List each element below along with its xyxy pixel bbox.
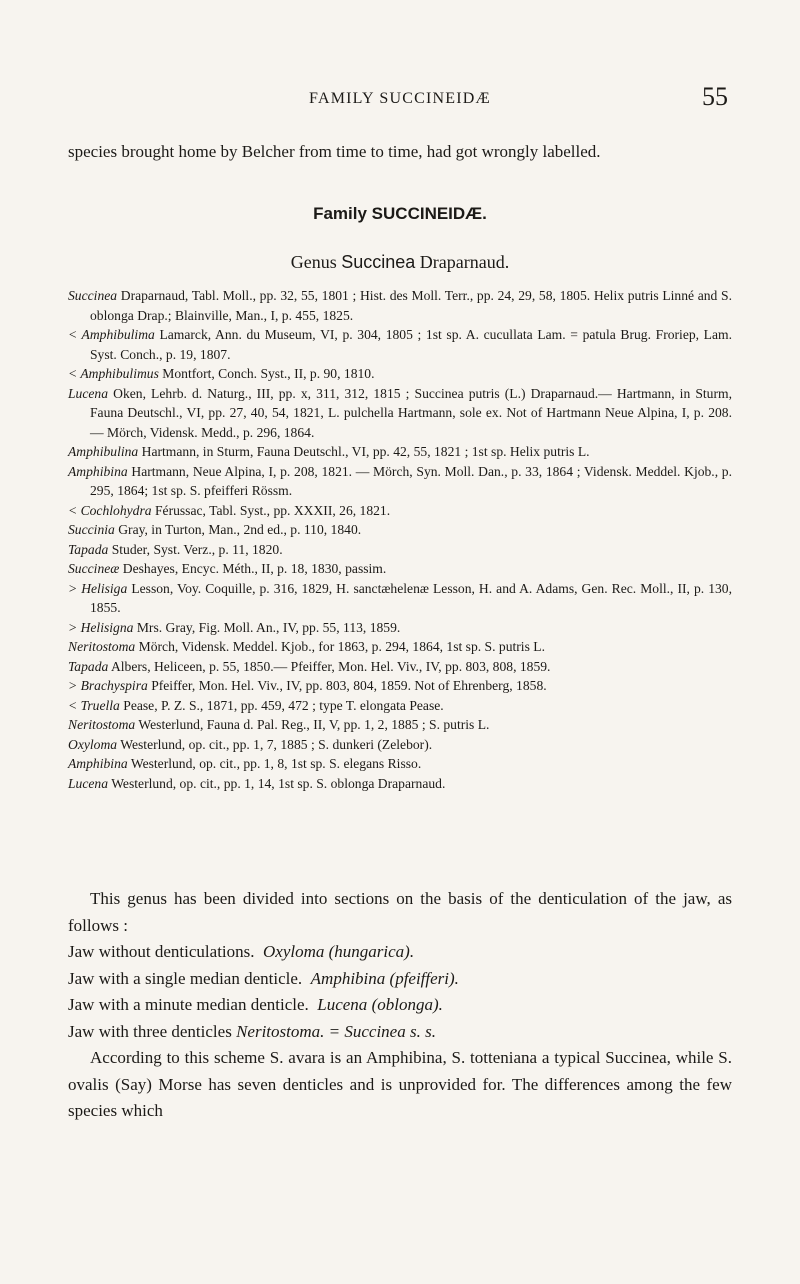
synonymy-entry: [68, 559, 732, 579]
synonym-citation: Oken, Lehrb. d. Naturg., III, pp. x, 311, 312, 1815 ; Succinea putris (L.) Draparnaud.— Hartmann, in Sturm, Fauna Deutschl., VI, pp. 27, 40, 54, 1821, L. pulchella Hartmann, sole ex. Not of Hartmann Neue Alpina, I, p. 208. — Mörch, Vidensk. Medd., p. 296, 1864.: [90, 385, 732, 440]
synonymy-entry: [68, 715, 732, 735]
synonym-citation: Mörch, Vidensk. Meddel. Kjob., for 1863, p. 294, 1864, 1st sp. S. putris L.: [138, 639, 545, 654]
synonym-name: < Truella: [68, 697, 120, 713]
synonymy-entry: [68, 618, 732, 638]
synonym-name: Amphibina: [68, 463, 128, 479]
synonym-name: Lucena: [68, 385, 109, 401]
synonym-citation: Pfeiffer, Mon. Hel. Viv., IV, pp. 803, 804, 1859. Not of Ehrenberg, 1858.: [151, 678, 547, 693]
section-name: Neritostoma.: [236, 1021, 325, 1041]
section-name: Amphibina: [310, 968, 386, 988]
section-type: (pfeifferi).: [389, 968, 459, 988]
synonym-citation: Westerlund, op. cit., pp. 1, 14, 1st sp. S. oblonga Draparnaud.: [111, 775, 446, 791]
section-type: (oblonga).: [371, 995, 443, 1014]
synonym-name: Amphibulina: [68, 444, 139, 459]
synonymy-entry: [68, 286, 732, 325]
synonymy-entry: [68, 579, 732, 618]
synonym-name: > Helisiga: [68, 580, 128, 596]
section-line: Jaw without denticulations. Oxyloma (hungarica).: [68, 942, 415, 961]
section-line: Jaw with a minute median denticle. Lucena (oblonga).: [68, 995, 443, 1014]
genus-prefix: Genus: [290, 252, 337, 272]
synonym-citation: Westerlund, op. cit., pp. 1, 7, 1885 ; S. dunkeri (Zelebor).: [120, 736, 433, 752]
synonymy-entry: [68, 754, 732, 774]
synonym-name: Succinia: [68, 522, 115, 537]
synonym-name: < Amphibulima: [68, 327, 155, 342]
synonymy-entry: [68, 462, 732, 501]
final-paragraph: According to this scheme S. avara is an Amphibina, S. totteniana a typical Succinea, while S. ovalis (Say) Morse has seven denticles and is unprovided for. The differences among the few species which: [68, 1048, 732, 1120]
synonym-citation: Hartmann, in Sturm, Fauna Deutschl., VI, pp. 42, 55, 1821 ; 1st sp. Helix putris L.: [141, 444, 590, 459]
synonym-name: Succinea: [68, 288, 118, 303]
running-title: FAMILY SUCCINEIDÆ: [309, 90, 491, 107]
synonym-citation: Lesson, Voy. Coquille, p. 316, 1829, H. sanctæhelenæ Lesson, H. and A. Adams, Gen. Rec. Moll., II, p. 130, 1855.: [90, 580, 732, 615]
synonym-citation: Albers, Heliceen, p. 55, 1850.— Pfeiffer, Mon. Hel. Viv., IV, pp. 803, 808, 1859.: [110, 658, 551, 674]
synonymy-entry: [68, 540, 732, 560]
section-type: (hungarica).: [328, 942, 415, 961]
synonym-citation: Westerlund, Fauna d. Pal. Reg., II, V, pp. 1, 2, 1885 ; S. putris L.: [138, 717, 490, 732]
section-line: Jaw with a single median denticle. Amphibina (pfeifferi).: [68, 968, 459, 988]
family-heading: Family SUCCINEIDÆ.: [313, 204, 487, 223]
synonym-name: Neritostoma: [68, 717, 136, 732]
sections-lead-paragraph: This genus has been divided into sections on the basis of the denticulation of the jaw, as follows :: [68, 889, 732, 935]
synonym-citation: Gray, in Turton, Man., 2nd ed., p. 110, 1840.: [118, 522, 362, 537]
synonym-name: Succineæ: [68, 561, 120, 576]
page-number: 55: [702, 82, 728, 111]
genus-author: Draparnaud.: [419, 252, 510, 272]
synonym-citation: Hartmann, Neue Alpina, I, p. 208, 1821. — Mörch, Syn. Moll. Dan., p. 33, 1864 ; Vidensk. Meddel. Kjob., p. 295, 1864; 1st sp. S. pfeifferi Rössm.: [90, 463, 732, 498]
synonym-name: Neritostoma: [68, 639, 136, 654]
synonym-name: > Brachyspira: [68, 678, 148, 693]
closing-section: [68, 886, 732, 1125]
synonymy-entry: [68, 735, 732, 755]
synonym-name: < Cochlohydra: [68, 502, 152, 518]
synonymy-entry: [68, 442, 732, 462]
synonym-citation: Deshayes, Encyc. Méth., II, p. 18, 1830, passim.: [122, 561, 387, 576]
synonym-name: < Amphibulimus: [68, 366, 159, 381]
synonym-citation: Draparnaud, Tabl. Moll., pp. 32, 55, 1801 ; Hist. des Moll. Terr., pp. 24, 29, 58, 1805. Helix putris Linné and S. oblonga Drap.; Blainville, Man., I, p. 455, 1825.: [90, 288, 732, 323]
synonymy-entry: [68, 364, 732, 384]
synonymy-entry: [68, 501, 732, 521]
synonymy-entry: [68, 696, 732, 716]
synonymy-entry: [68, 676, 732, 696]
synonym-name: > Helisigna: [68, 619, 134, 635]
synonym-name: Oxyloma: [68, 736, 118, 752]
section-name: Lucena: [317, 995, 368, 1014]
intro-paragraph: species brought home by Belcher from time to time, had got wrongly labelled.: [68, 142, 601, 161]
synonymy-list: [68, 286, 732, 793]
synonym-citation: Westerlund, op. cit., pp. 1, 8, 1st sp. S. elegans Risso.: [130, 756, 422, 771]
genus-heading: [68, 252, 732, 273]
synonym-name: Tapada: [68, 658, 109, 674]
running-head: [68, 82, 732, 122]
genus-name: Succinea: [341, 252, 416, 272]
synonymy-entry: [68, 520, 732, 540]
section-name: Oxyloma: [263, 942, 325, 961]
synonym-name: Tapada: [68, 541, 109, 557]
section-line: Jaw with three denticles Neritostoma. = Succinea s. s.: [68, 1021, 436, 1041]
synonym-citation: Férussac, Tabl. Syst., pp. XXXII, 26, 1821.: [154, 502, 391, 518]
synonym-citation: Pease, P. Z. S., 1871, pp. 459, 472 ; type T. elongata Pease.: [123, 697, 444, 713]
synonymy-entry: [68, 657, 732, 677]
synonymy-entry: [68, 774, 732, 794]
synonym-citation: Montfort, Conch. Syst., II, p. 90, 1810.: [162, 366, 375, 381]
synonymy-entry: [68, 384, 732, 443]
synonym-citation: Lamarck, Ann. du Museum, VI, p. 304, 1805 ; 1st sp. A. cucullata Lam. = patula Brug. Froriep, Lam. Syst. Conch., p. 19, 1807.: [90, 327, 732, 362]
synonym-citation: Mrs. Gray, Fig. Moll. An., IV, pp. 55, 113, 1859.: [136, 619, 401, 635]
section-type: = Succinea s. s.: [328, 1021, 436, 1041]
synonymy-entry: [68, 637, 732, 657]
synonym-name: Lucena: [68, 775, 109, 791]
synonym-citation: Studer, Syst. Verz., p. 11, 1820.: [111, 541, 283, 557]
synonym-name: Amphibina: [68, 756, 128, 771]
synonymy-entry: [68, 325, 732, 364]
